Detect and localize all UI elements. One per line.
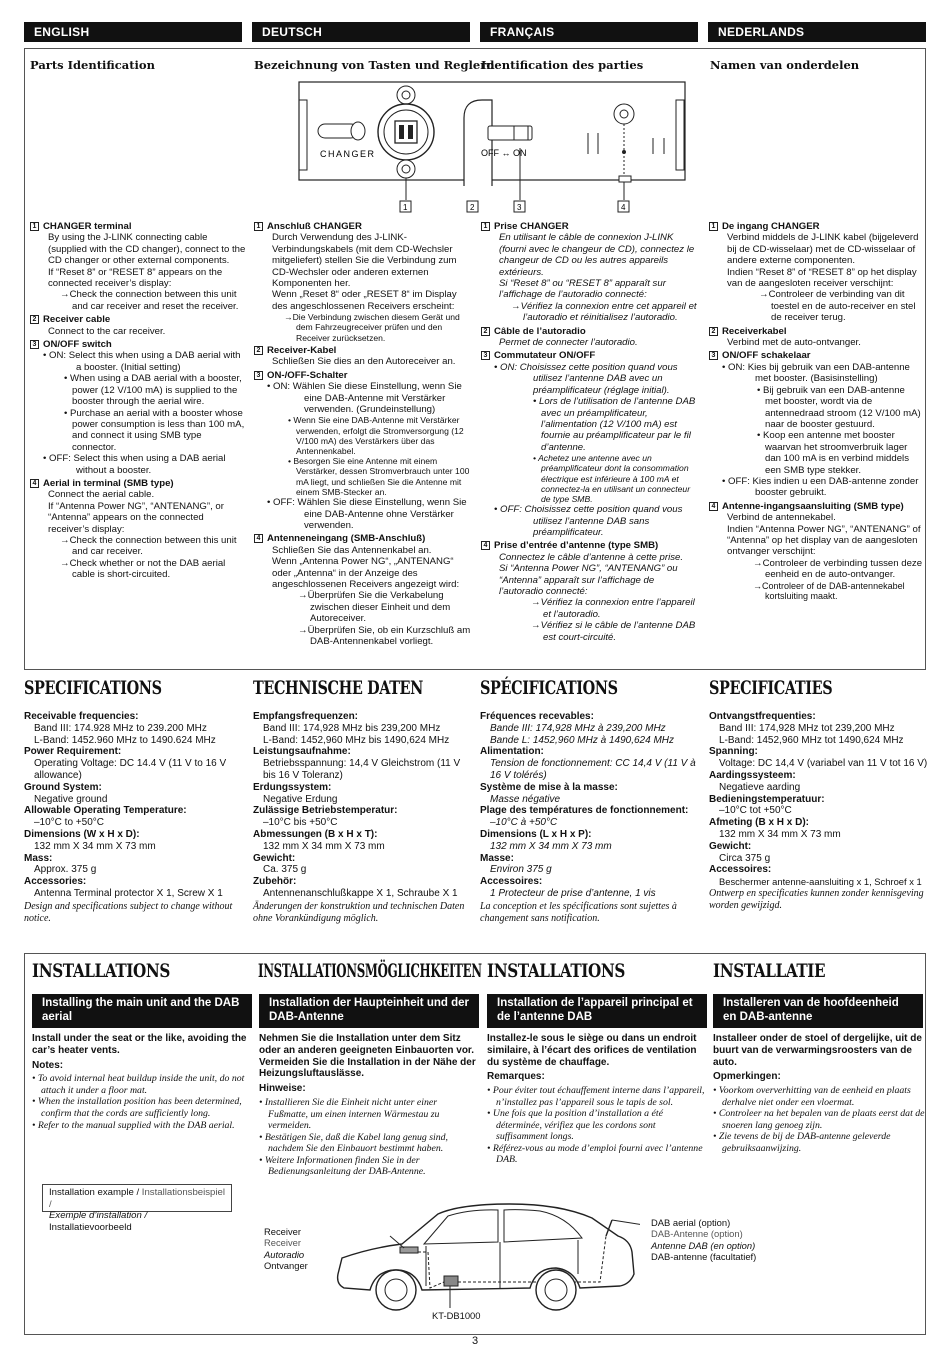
parts-col-de: 1 Anschluß CHANGER Durch Verwendung des J-LINK-Verbindungskabels (mit dem CD-Wechsler mitgeliefert) stellen Sie die Verbindung zum CD-Wechsler oder anderen externen Komponenten her. Wenn „Reset 8“ oder „RESET 8“ im Display des angeschlossenen Receivers erscheint: → Die Verbindung zwischen diesem Gerät und dem Fahrzeugreceiver prüfen und den Receiver zurücksetzen. 2 Receiver-Kabel Schließen Sie dies an den Autoreceiver an. 3 ON-/OFF-Schalter • ON: Wählen Sie diese Einstellung, wenn Sie eine DAB-Antenne mit Verstärker verwenden. (Grundeinstellung) • Wenn Sie eine DAB-Antenne mit Verstärker verwenden, erfolgt die Stromversorgung (12 V/100 mA) des Verstärkers über das Antennenkabel. • Besorgen Sie eine Antenne mit einem Verstärker, dessen Stromverbrauch unter 100 mA liegt, und schließen Sie die Antenne mit einem SMB-Stecker an. • OFF: Wählen Sie diese Einstellung, wenn Sie eine DAB-Antenne ohne Verstärker verwenden. 4 Antenneneingang (SMB-Anschluß) Schließen Sie das Antennenkabel an. Wenn „Antenna Power NG“, „ANTENANG“ oder „Antenna“ in der Anzeige des angeschlossenen Receivers angezeigt wird: → Überprüfen Sie die Verkabelung zwischen dieser Einheit und dem Autoreceiver. → Überprüfen Sie, ob ein Kurzschluß am DAB-Antennenkabel vorliegt. xyxy=(254,221,472,647)
receiver-unit-icon xyxy=(400,1247,418,1253)
install-col-de: Nehmen Sie die Installation unter dem Sitz oder an anderen geeigneten Einbauorten vor. Vermeiden Sie die Installation in der Nähe der Heizungsluftauslässe. Hinweise: • Installieren Sie die Einheit nicht unter einer Fußmatte, um einen internen Wärmestau zu vermeiden. • Bestätigen Sie, daß die Kabel lang genug sind, nachdem Sie den Einbauort bestimmt haben. • Weitere Informationen finden Sie in der Bedienungsanleitung der DAB-Antenne. xyxy=(259,1033,476,1178)
install-title-de: INSTALLATIONSMÖGLICHKEITEN xyxy=(258,960,482,982)
device-diagram xyxy=(298,78,688,216)
svg-text:OFF ↔ ON: OFF ↔ ON xyxy=(481,148,527,158)
install-sub-nl: Installeren van de hoofdeenheid en DAB-antenne xyxy=(713,994,923,1028)
parts-title-fr: Identification des parties xyxy=(481,58,644,72)
svg-text:4: 4 xyxy=(621,203,626,212)
install-col-en: Install under the seat or the like, avoiding the car’s heater vents. Notes: • To avoid internal heat buildup inside the unit, do not attach it under a floor mat. • When the installation position has been determined, confirm that the cords are sufficiently long. • Refer to the manual supplied with the DAB aerial. xyxy=(32,1033,247,1131)
installation-example-label: Installation example / Installationsbeispiel / Exemple d’installation / Installatievoorbeeld xyxy=(42,1184,232,1212)
svg-text:1: 1 xyxy=(403,203,408,212)
spec-title-en: SPECIFICATIONS xyxy=(24,678,162,699)
page-number: 3 xyxy=(472,1335,479,1347)
install-col-nl: Installeer onder de stoel of dergelijke, uit de buurt van de verwarmingsroosters van de auto. Opmerkingen: • Voorkom oververhitting van de eenheid en plaats derhalve niet onder een vloermat. • Controleer na het bepalen van de plaats eerst dat de snoeren lang genoeg zijn. • Zie tevens de bij de DAB-antenne geleverde gebruiksaanwijzing. xyxy=(713,1033,925,1154)
spec-col-de: Empfangsfrequenzen: Band III: 174,928 MHz bis 239,200 MHz L-Band: 1452,960 MHz bis 1490,624 MHz Leistungsaufnahme: Betriebsspannung: 14,4 V Gleichstrom (11 V bis 16 V Toleranz) Erdungssystem: Negative Erdung Zulässige Betriebstemperatur: –10°C bis +50°C Abmessungen (B x H x T): 132 mm X 34 mm X 73 mm Gewicht: Ca. 375 g Zubehör: Antennenanschlußkappe X 1, Schraube X 1 Änderungen der konstruktion und technischen Daten ohne Vorankündigung möglich. xyxy=(253,711,465,924)
install-sub-fr: Installation de l’appareil principal et de l’antenne DAB xyxy=(487,994,707,1028)
svg-text:CHANGER: CHANGER xyxy=(320,149,376,159)
parts-col-fr: 1 Prise CHANGER En utilisant le câble de connexion J-LINK (fourni avec le changeur de CD), connectez le changeur de CD ou les autres appareils extérieurs. Si “Reset 8” ou “RESET 8” apparaît sur l’affichage de l’autoradio connecté: → Vérifiez la connexion entre cet appareil et l’autoradio et réinitialisez l’autoradio. 2 Câble de l’autoradio Permet de connecter l’autoradio. 3 Commutateur ON/OFF • ON: Choisissez cette position quand vous utilisez l’antenne DAB avec un préamplificateur (réglage initial). • Lors de l’utilisation de l’antenne DAB avec un préamplificateur, l’alimentation (12 V/100 mA) est fournie au préamplificateur par le fil d’antenne. • Achetez une antenne avec un préamplificateur dont la consommation électrique est inférieure à 100 mA et connectez-la en utilisant un connecteur de type SMB. • OFF: Choisissez cette position quand vous utilisez l’antenne DAB sans préamplificateur. 4 Prise d’entrée d’antenne (type SMB) Connectez le câble d’antenne à cette prise. Si “Antenna Power NG”, “ANTENANG” ou “Antenna” apparaît sur l’affichage de l’autoradio connecté: → Vérifiez la connexion entre l’appareil et l’autoradio. → Vérifiez si le câble de l’antenne DAB est court-circuité. xyxy=(481,221,701,643)
parts-title-en: Parts Identification xyxy=(30,58,155,72)
car-illustration xyxy=(330,1196,640,1320)
spec-title-de: TECHNISCHE DATEN xyxy=(253,678,423,699)
lang-bar-fr: FRANÇAIS xyxy=(480,22,698,42)
svg-text:2: 2 xyxy=(470,203,475,212)
install-sub-en: Installing the main unit and the DAB aerial xyxy=(32,994,252,1028)
spec-title-fr: SPÉCIFICATIONS xyxy=(480,678,618,699)
install-col-fr: Installez-le sous le siège ou dans un endroit similaire, à l’écart des orifices de ventilation du système de chauffage. Remarques: • Pour éviter tout échauffement interne dans l’appareil, n’installez pas l’appareil sous le tapis de sol. • Une fois que la position d’installation a été déterminée, vérifiez que les cordons sont suffisamment longs. • Référez-vous au mode d’emploi fourni avec l’antenne DAB. xyxy=(487,1033,705,1166)
dab-unit-icon xyxy=(444,1276,458,1286)
parts-col-en: 1 CHANGER terminal By using the J-LINK connecting cable (supplied with the CD changer), connect to the CD changer or other external components. If “Reset 8” or “RESET 8” appears on the connected receiver’s display: → Check the connection between this unit and car receiver and reset the receiver. 2 Receiver cable Connect to the car receiver. 3 ON/OFF switch • ON: Select this when using a DAB aerial with a booster. (Initial setting) • When using a DAB aerial with a booster, power (12 V/100 mA) is supplied to the booster through the aerial wire. • Purchase an aerial with a booster whose power consumption is less than 100 mA, and connect it using SMB type connector. • OFF: Select this when using a DAB aerial without a booster. 4 Aerial in terminal (SMB type) Connect the aerial cable. If “Antenna Power NG”, “ANTENANG”, or “Antenna” appears on the connected receiver’s display: → Check the connection between this unit and car receiver. → Check whether or not the DAB aerial cable is short-circuited. xyxy=(30,221,246,581)
spec-title-nl: SPECIFICATIES xyxy=(709,678,833,699)
install-title-en: INSTALLATIONS xyxy=(32,960,170,982)
receiver-label: Receiver Receiver Autoradio Ontvanger xyxy=(264,1226,308,1271)
dab-aerial-label: DAB aerial (option) DAB-Antenne (option) Antenne DAB (en option) DAB-antenne (facultatief) xyxy=(651,1217,757,1262)
install-title-nl: INSTALLATIE xyxy=(713,960,826,982)
parts-title-de: Bezeichnung von Tasten und Reglern xyxy=(254,58,495,72)
spec-col-en: Receivable frequencies: Band III: 174.928 MHz to 239.200 MHz L-Band: 1452.960 MHz to 1490.624 MHz Power Requirement: Operating Voltage: DC 14.4 V (11 V to 16 V allowance) Ground System: Negative ground Allowable Operating Temperature: –10°C to +50°C Dimensions (W x H x D): 132 mm X 34 mm X 73 mm Mass: Approx. 375 g Accessories: Antenna Terminal protector X 1, Screw X 1 Design and specifications subject to change without notice. xyxy=(24,711,233,924)
lang-bar-de: DEUTSCH xyxy=(252,22,470,42)
spec-col-nl: Ontvangstfrequenties: Band III: 174,928 MHz tot 239,200 MHz L-Band: 1452,960 MHz tot 1490,624 MHz Spanning: Voltage: DC 14,4 V (variabel van 11 V tot 16 V) Aardingssysteem: Negatieve aarding Bedieningstemperatuur: –10°C tot +50°C Afmeting (B x H x D): 132 mm X 34 mm X 73 mm Gewicht: Circa 375 g Accessoires: Beschermer antenne-aansluiting x 1, Schroef x 1 Ontwerp en specificaties kunnen zonder kennisgeving worden gewijzigd. xyxy=(709,711,928,912)
parts-col-nl: 1 De ingang CHANGER Verbind middels de J-LINK kabel (bijgeleverd bij de CD-wisselaar) met de CD-wisselaar of andere externe componenten. Indien “Reset 8” of “RESET 8” op het display van de aangesloten receiver verschijnt: → Controleer de verbinding van dit toestel en de auto-receiver en stel de receiver terug. 2 Receiverkabel Verbind met de auto-ontvanger. 3 ON/OFF schakelaar • ON: Kies bij gebruik van een DAB-antenne met booster. (Basisinstelling) • Bij gebruik van een DAB-antenne met booster, wordt via de antennedraad stroom (12 V/100 mA) naar de booster gestuurd. • Koop een antenne met booster waarvan het stroomverbruik lager dan 100 mA is en verbind middels een SMB type stekker. • OFF: Kies indien u een DAB-antenne zonder booster gebruikt. 4 Antenne-ingangsaansluiting (SMB type) Verbind de antennekabel. Indien “Antenna Power NG”, “ANTENANG” of “Antenna” op het display van de aangesloten ontvanger verschijnt: → Controleer de verbinding tussen deze eenheid en de auto-ontvanger. → Controleer of de DAB-antennekabel kortsluiting maakt. xyxy=(709,221,923,602)
lang-bar-en: ENGLISH xyxy=(24,22,242,42)
changer-cable-icon xyxy=(318,122,365,140)
install-sub-de: Installation der Haupteinheit und der DAB-Antenne xyxy=(259,994,479,1028)
install-title-fr: INSTALLATIONS xyxy=(487,960,625,982)
model-label: KT-DB1000 xyxy=(432,1310,481,1321)
parts-title-nl: Namen van onderdelen xyxy=(710,58,860,72)
lang-bar-nl: NEDERLANDS xyxy=(708,22,926,42)
spec-col-fr: Fréquences recevables: Bande III: 174,928 MHz à 239,200 MHz Bande L: 1452,960 MHz à 1490,624 MHz Alimentation: Tension de fonctionnement: CC 14,4 V (11 V à 16 V tolérés) Système de mise à la masse: Masse négative Plage des températures de fonctionnement: –10°C à +50°C Dimensions (L x H x P): 132 mm X 34 mm X 73 mm Masse: Environ 375 g Accessoires: 1 Protecteur de prise d’antenne, 1 vis La conception et les spécifications sont sujettes à changement sans notification. xyxy=(480,711,696,924)
svg-text:3: 3 xyxy=(517,203,522,212)
